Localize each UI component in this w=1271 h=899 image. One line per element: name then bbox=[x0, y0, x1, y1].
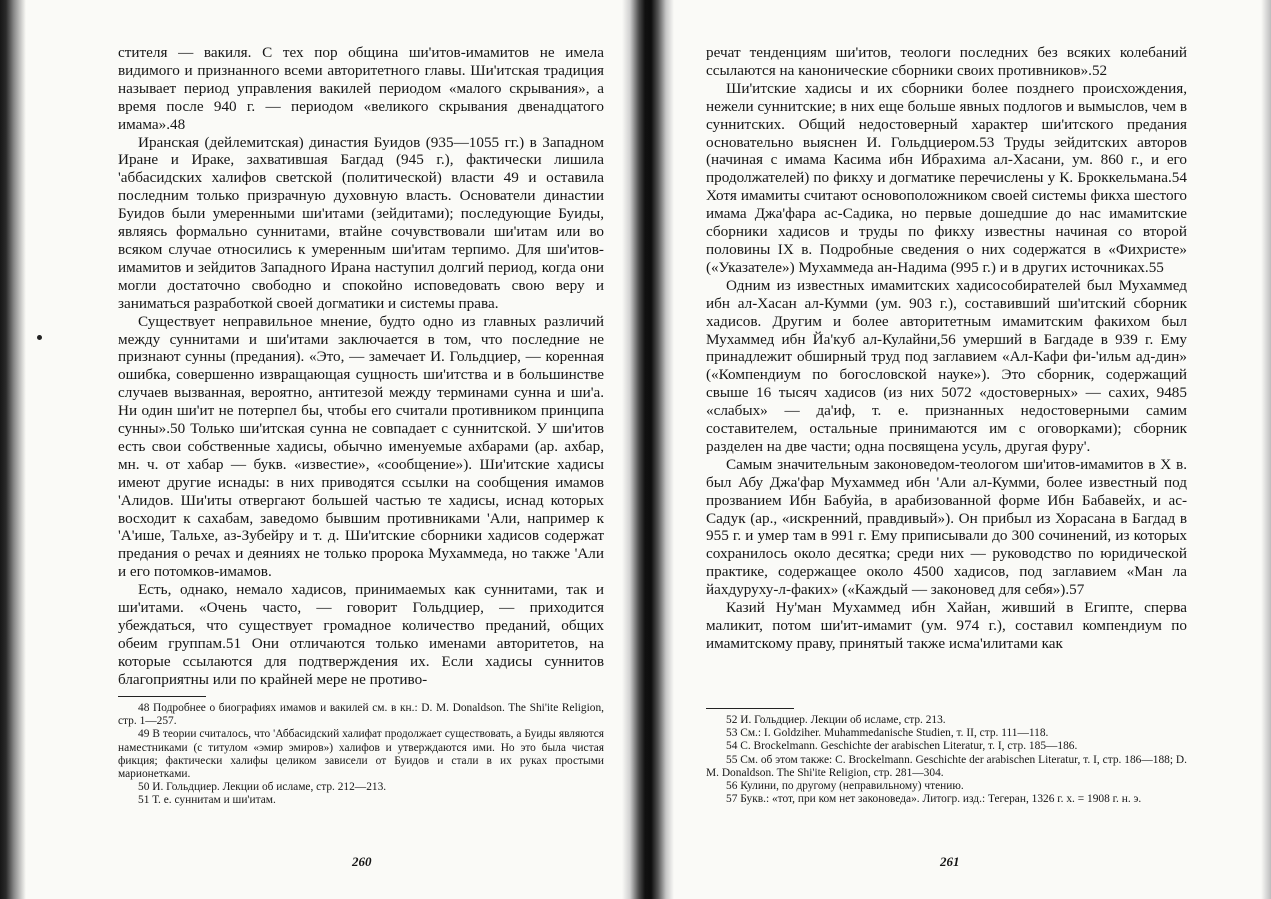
footnote-rule bbox=[706, 708, 794, 709]
paragraph: Есть, однако, немало хадисов, принимаемых как суннитами, так и ши'итами. «Очень часто, — говорит Гольдциер, — приходится убеждаться, что существует громадное количество преданий, общих обеим группам.51 Они отличаются только именами авторитетов, на которые ссылаются для подтверждения их. Если хадисы суннитов благоприятны или по крайней мере не противо- bbox=[118, 581, 604, 688]
footnote: 53 См.: I. Goldziher. Muhammedanische Studien, т. II, стр. 111—118. bbox=[726, 727, 1049, 740]
footnote: 50 И. Гольдциер. Лекции об исламе, стр. 212—213. bbox=[138, 781, 387, 794]
left-page-body bbox=[118, 44, 604, 690]
footnote: 56 Кулини, по другому (неправильному) чтению. bbox=[726, 780, 964, 793]
footnotes bbox=[706, 714, 1187, 806]
paragraph: Самым значительным законоведом-теологом ши'итов-имамитов в X в. был Абу Джа'фар Мухаммед ибн 'Али ал-Кумми, более известный под прозванием Ибн Бабуйа, в арабизованной форме Ибн Бабавейх, и ас-Садук (ар., «искренний, правдивый»). Он прибыл из Хорасана в Багдад в 955 г. и умер там в 991 г. Ему приписывали до 300 сочинений, из которых сохранилось около десятка; среди них — руководство по юридической практике, содержащее около 4500 хадисов, под заглавием «Ман ла йахдуруху-л-факих» («Каждый — законовед для себя»).57 bbox=[706, 455, 1187, 599]
right-page bbox=[706, 44, 1187, 806]
paragraph: Иранская (дейлемитская) династия Буидов (935—1055 гг.) в Западном Иране и Ираке, захватившая Багдад (945 г.), фактически лишила 'аббасидских халифов светской (политической) власти 49 и оставила последним только призрачную духовную власть. Основатели династии Буидов были умеренными ши'итами (зейдитами); последующие Буиды, являясь формально суннитами, втайне сочувствовали ши'итам или во всяком случае относились к умеренным ши'итам терпимо. Для ши'итов-имамитов и зейдитов Западного Ирана наступил долгий период, когда они могли достаточно свободно и спокойно исповедовать свою веру и заниматься разработкой своей догматики и системы права. bbox=[118, 133, 604, 312]
book-edge-right bbox=[1261, 0, 1271, 899]
book-gutter bbox=[622, 0, 674, 899]
footnote: 57 Букв.: «тот, при ком нет законоведа». Литогр. изд.: Тегеран, 1326 г. х. = 1908 г. н. э. bbox=[726, 793, 1142, 806]
footnote-rule bbox=[118, 696, 206, 697]
book-edge-left bbox=[0, 0, 26, 899]
footnote: 51 Т. е. суннитам и ши'итам. bbox=[138, 794, 276, 807]
footnotes bbox=[118, 702, 604, 808]
right-page-body bbox=[706, 44, 1187, 702]
footnote: 54 C. Brockelmann. Geschichte der arabischen Literatur, т. I, стр. 185—186. bbox=[726, 740, 1078, 753]
page-number: 260 bbox=[352, 854, 372, 869]
paragraph: стителя — вакиля. С тех пор община ши'итов-имамитов не имела видимого и признанного всеми авторитетного главы. Ши'итская традиция называет период управления вакилей периодом «малого скрывания», а время после 940 г. — периодом «великого скрывания двенадцатого имама».48 bbox=[118, 44, 604, 133]
footnote: 49 В теории считалось, что 'Аббасидский халифат продолжает существовать, а Буиды являются наместниками (с титулом «эмир эмиров») халифов и утверждаются ими. Но это была чистая фикция; фактически халифы целиком зависели от Буидов и стали в их руках простыми марионетками. bbox=[118, 728, 604, 781]
paragraph: Существует неправильное мнение, будто одно из главных различий между суннитами и ши'итами заключается в том, что последние не признают сунны (предания). «Это, — замечает И. Гольдциер, — коренная ошибка, совершенно извращающая сущность ши'итства и в большинстве случаев вызванная, вероятно, антитезой между терминами сунна и ши'а. Ни один ши'ит не потерпел бы, чтобы его считали противником принципа сунны».50 Только ши'итская сунна не совпадает с суннитской. У ши'итов есть свои собственные хадисы, обычно именуемые ахбарами (ар. ахбар, мн. ч. от хабар — букв. «известие», «сообщение»). Ши'итские хадисы имеют другие иснады: в них приводятся ссылки на сообщения имамов 'Алидов. Ши'иты отвергают большей частью те хадисы, иснад которых восходит к сахабам, заведомо бывшим противниками 'Али, например к 'А'ише, Тальхе, аз-Зубейру и т. д. Ши'итские сборники хадисов содержат предания о речах и деяниях не только пророка Мухаммеда, но также 'Али и его потомков-имамов. bbox=[118, 312, 604, 581]
footnote: 52 И. Гольдциер. Лекции об исламе, стр. 213. bbox=[726, 714, 946, 726]
paragraph: речат тенденциям ши'итов, теологи последних без всяких колебаний ссылаются на канонические сборники своих противников».52 bbox=[706, 44, 1187, 79]
paragraph: Одним из известных имамитских хадисособирателей был Мухаммед ибн ал-Хасан ал-Кумми (ум. 903 г.), составивший ши'итский сборник хадисов. Другим и более авторитетным имамитским факихом был Мухаммед ибн Йа'куб ал-Кулайни,56 умерший в Багдаде в 939 г. Ему принадлежит обширный труд под заглавием «Ал-Кафи фи-'ильм ад-дин» («Компендиум по богословской науке»). Это сборник, содержащий свыше 16 тысяч хадисов (из них 5072 «достоверных» — сахих, 9485 «слабых» — да'иф, т. е. признанных недостоверными самим составителем, остальные принимаются им с оговорками); сборник разделен на две части; одна посвящена усуль, другая фуру'. bbox=[706, 276, 1187, 455]
margin-mark bbox=[37, 335, 42, 340]
paragraph: Ши'итские хадисы и их сборники более позднего происхождения, нежели суннитские; в них еще больше явных подлогов и вымыслов, чем в суннитских. Общий недостоверный характер ши'итского предания основательно выяснен И. Гольдциером.53 Труды зейдитских авторов (начиная с имама Касима ибн Ибрахима ал-Хасани, ум. 860 г., и его продолжателей) по фикху и догматике перечислены у К. Броккельмана.54 Хотя имамиты считают основоположником своей системы фикха шестого имама Джа'фара ас-Садика, но первые дошедшие до нас имамитские сборники хадисов и труды по фикху известны начиная со второй половины IX в. Подробные сведения о них содержатся в «Фихристе» («Указателе») Мухаммеда ан-Надима (995 г.) и в других источниках.55 bbox=[706, 79, 1187, 276]
page-number: 261 bbox=[940, 854, 960, 869]
left-page bbox=[118, 44, 604, 808]
footnote: 48 Подробнее о биографиях имамов и вакилей см. в кн.: D. M. Donaldson. The Shi'ite Religion, стр. 1—257. bbox=[118, 702, 604, 728]
paragraph: Казий Ну'ман Мухаммед ибн Хайан, живший в Египте, сперва маликит, потом ши'ит-имамит (ум. 974 г.), составил компендиум по имамитскому праву, принятый также исма'илитами как bbox=[706, 599, 1187, 652]
footnote: 55 См. об этом также: C. Brockelmann. Geschichte der arabischen Literatur, т. I, стр. 186—188; D. M. Donaldson. The Shi'ite Religion, стр. 281—304. bbox=[706, 753, 1187, 779]
